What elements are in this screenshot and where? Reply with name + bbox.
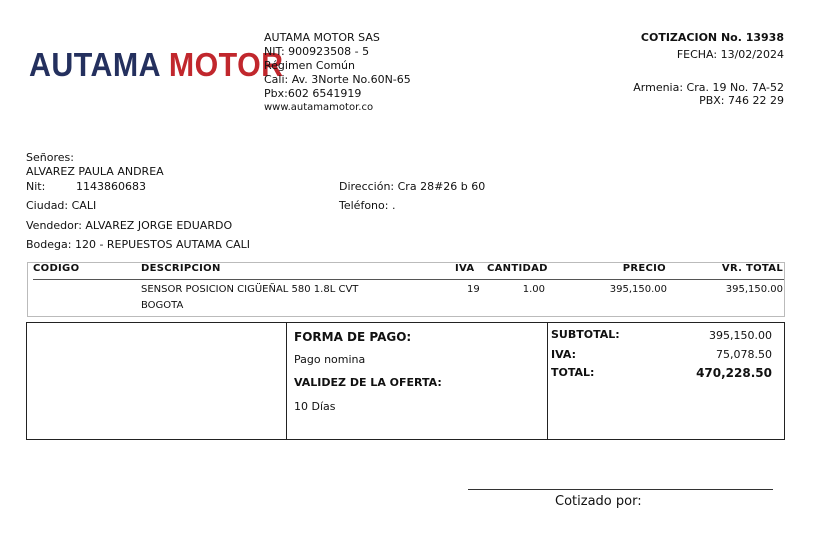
quote-number: COTIZACION No. 13938	[640, 31, 784, 44]
items-header-divider	[33, 279, 784, 280]
row-price: 395,150.00	[609, 284, 667, 295]
company-regime: Régimen Común	[264, 59, 355, 72]
row-total: 395,150.00	[725, 284, 783, 295]
header-code: CODIGO	[33, 263, 80, 274]
payment-method: Pago nomina	[294, 353, 366, 366]
company-logo	[29, 46, 284, 84]
client-name: ALVAREZ PAULA ANDREA	[26, 165, 164, 178]
client-phone: Teléfono: .	[339, 199, 396, 212]
logo-text-motor: MOTOR	[168, 46, 284, 83]
header-description: DESCRIPCION	[141, 263, 221, 274]
payment-title: FORMA DE PAGO:	[294, 330, 412, 344]
signature-line	[468, 489, 773, 490]
subtotal-value: 395,150.00	[709, 329, 772, 342]
company-nit: NIT: 900923508 - 5	[264, 45, 370, 58]
logo-text-autama: AUTAMA	[29, 46, 160, 83]
client-nit-value: 1143860683	[76, 180, 146, 193]
subtotal-label: SUBTOTAL:	[551, 328, 620, 341]
header-price: PRECIO	[622, 263, 666, 274]
signature-label: Cotizado por:	[555, 494, 642, 509]
header-quantity: CANTIDAD	[487, 263, 548, 274]
branch-address: Armenia: Cra. 19 No. 7A-52	[633, 81, 784, 94]
row-iva: 19	[467, 284, 480, 295]
summary-divider-right	[547, 322, 548, 440]
validity-value: 10 Días	[294, 400, 336, 413]
client-salutation: Señores:	[26, 151, 74, 164]
iva-label: IVA:	[551, 348, 576, 361]
client-warehouse: Bodega: 120 - REPUESTOS AUTAMA CALI	[26, 238, 251, 251]
total-label: TOTAL:	[551, 366, 595, 379]
row-description-line2: BOGOTA	[141, 300, 184, 311]
company-phone: Pbx:602 6541919	[264, 87, 362, 100]
branch-phone: PBX: 746 22 29	[699, 94, 784, 107]
summary-divider-left	[286, 322, 287, 440]
company-name: AUTAMA MOTOR SAS	[264, 31, 380, 44]
header-total: VR. TOTAL	[721, 263, 783, 274]
company-info	[264, 31, 411, 115]
company-address: Cali: Av. 3Norte No.60N-65	[264, 73, 411, 86]
company-website: www.autamamotor.co	[264, 102, 374, 113]
client-city: Ciudad: CALI	[26, 199, 97, 212]
client-nit-label: Nit:	[26, 180, 46, 193]
row-quantity: 1.00	[522, 284, 545, 295]
iva-value: 75,078.50	[716, 348, 772, 361]
validity-title: VALIDEZ DE LA OFERTA:	[294, 376, 442, 389]
header-iva: IVA	[455, 263, 475, 274]
client-address: Dirección: Cra 28#26 b 60	[339, 180, 486, 193]
client-seller: Vendedor: ALVAREZ JORGE EDUARDO	[26, 219, 233, 232]
total-value: 470,228.50	[696, 366, 772, 380]
quote-date: FECHA: 13/02/2024	[676, 48, 784, 61]
row-description: SENSOR POSICION CIGÜEÑAL 580 1.8L CVT	[141, 284, 359, 295]
